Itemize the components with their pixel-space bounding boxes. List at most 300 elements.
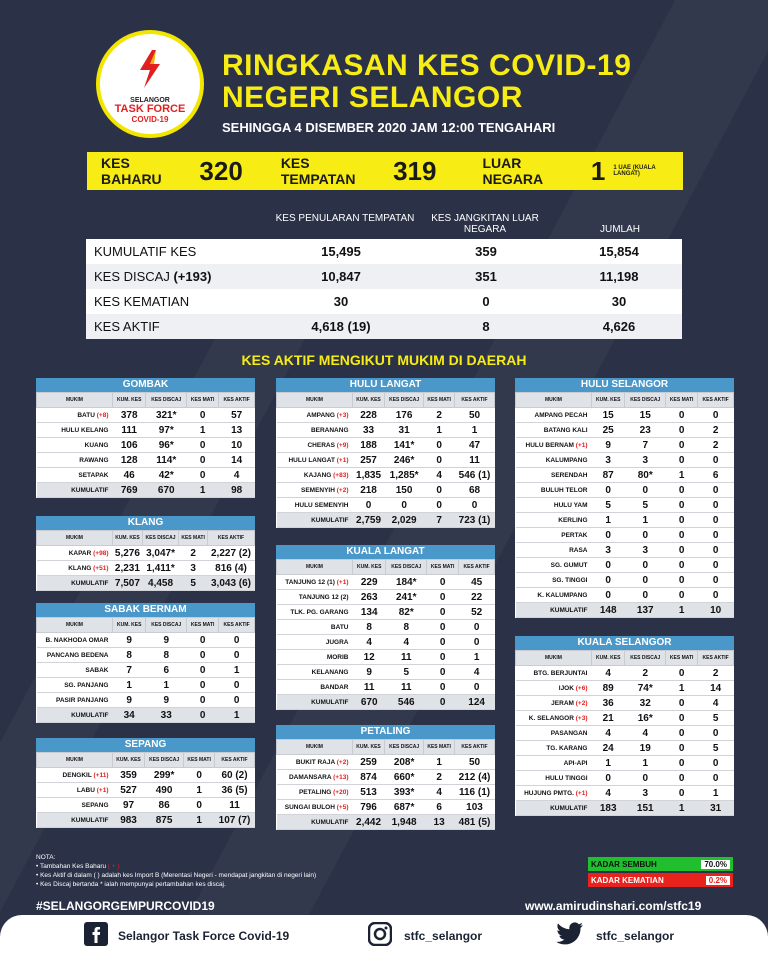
cell-mati: 0	[666, 756, 698, 771]
mukim-name: PASANGAN	[516, 726, 592, 741]
cell-kum: 263	[353, 590, 386, 605]
cell-discaj: 8	[386, 620, 427, 635]
cell-aktif: 14	[219, 453, 255, 468]
table-row	[37, 561, 255, 576]
cell-mati: 0	[427, 620, 459, 635]
total-discaj: 137	[625, 603, 666, 618]
twitter-link[interactable]: stfc_selangor	[596, 929, 675, 943]
mukim-name: PASIR PANJANG	[37, 693, 113, 708]
cell-mati: 2	[424, 770, 455, 785]
total-discaj: 1,948	[385, 815, 424, 830]
table-row	[516, 666, 734, 681]
cell-kum: 2,231	[113, 561, 143, 576]
cell-kum: 796	[353, 800, 385, 815]
mukim-name: HULU SEMENYIH	[277, 498, 353, 513]
cell-discaj: 31	[385, 423, 424, 438]
mukim-name: PANCANG BEDENA	[37, 648, 113, 663]
table-row	[277, 620, 495, 635]
cell-aktif: 0	[698, 543, 734, 558]
cell-mati: 0	[666, 438, 698, 453]
total-label: KUMULATIF	[516, 801, 592, 816]
summary-val-luar: 8	[482, 319, 490, 334]
recovery-rate	[588, 857, 733, 871]
table-row	[277, 800, 495, 815]
cell-aktif: 68	[455, 483, 495, 498]
luar-note: 1 UAE (KUALA LANGAT)	[613, 165, 656, 177]
total-mati: 1	[666, 801, 698, 816]
cell-kum: 8	[353, 620, 386, 635]
mukim-name: K. SELANGOR (+3)	[516, 711, 592, 726]
cell-aktif: 47	[455, 438, 495, 453]
logo-text-1: SELANGOR	[130, 97, 170, 104]
cell-kum: 97	[113, 798, 145, 813]
col-mukim: MUKIM	[37, 618, 113, 633]
death-rate	[588, 873, 733, 887]
mukim-name: HULU TINGGI	[516, 771, 592, 786]
cell-kum: 874	[353, 770, 385, 785]
total-mati: 5	[179, 576, 208, 591]
cell-kum: 4	[592, 726, 625, 741]
baharu-label: KES BAHARU	[101, 155, 162, 187]
table-header-row	[37, 393, 255, 408]
mukim-name: TLK. PG. GARANG	[277, 605, 353, 620]
cell-mati: 0	[666, 726, 698, 741]
cell-discaj: 11	[386, 650, 427, 665]
cell-kum: 5	[592, 498, 625, 513]
total-label: KUMULATIF	[277, 695, 353, 710]
col-kum: KUM. KES	[353, 393, 385, 408]
cell-mati: 0	[187, 408, 219, 423]
table-header-row	[516, 651, 734, 666]
cell-kum: 7	[113, 663, 146, 678]
total-kum: 2,759	[353, 513, 385, 528]
table-row	[277, 755, 495, 770]
cell-mati: 0	[427, 590, 459, 605]
table-row	[277, 408, 495, 423]
mukim-name: BATU (+8)	[37, 408, 113, 423]
cell-aktif: 57	[219, 408, 255, 423]
col-aktif: KES AKTIF	[455, 740, 495, 755]
col-discaj: KES DISCAJ	[142, 531, 178, 546]
table-row	[37, 468, 255, 483]
cell-kum: 8	[113, 648, 146, 663]
col-mukim: MUKIM	[516, 393, 592, 408]
mukim-name: PETALING (+20)	[277, 785, 353, 800]
total-label: KUMULATIF	[37, 708, 113, 723]
table-row	[277, 635, 495, 650]
col-mati: KES MATI	[187, 618, 219, 633]
col-aktif: KES AKTIF	[698, 651, 734, 666]
table-row	[277, 770, 495, 785]
summary-row	[86, 239, 682, 264]
cell-aktif: 0	[698, 453, 734, 468]
col-aktif: KES AKTIF	[455, 393, 495, 408]
instagram-icon[interactable]	[368, 922, 392, 946]
col-mati: KES MATI	[187, 393, 219, 408]
cell-discaj: 246*	[385, 453, 424, 468]
cell-discaj: 6	[146, 663, 187, 678]
cell-mati: 0	[427, 665, 459, 680]
cell-discaj: 82*	[386, 605, 427, 620]
facebook-icon[interactable]	[84, 922, 108, 946]
cell-discaj: 7	[625, 438, 666, 453]
table-row	[277, 483, 495, 498]
table-row	[516, 468, 734, 483]
facebook-link[interactable]: Selangor Task Force Covid-19	[118, 929, 290, 943]
cell-mati: 0	[427, 635, 459, 650]
cell-kum: 0	[592, 558, 625, 573]
table-row	[277, 498, 495, 513]
table-row	[516, 483, 734, 498]
summary-val-luar: 359	[475, 244, 497, 259]
district-name: PETALING	[276, 725, 495, 739]
district-table	[36, 603, 255, 723]
table-row	[516, 681, 734, 696]
mukim-name: TANJUNG 12 (2)	[277, 590, 353, 605]
district-table	[276, 545, 495, 710]
cell-aktif: 60 (2)	[215, 768, 255, 783]
col-kum: KUM. KES	[592, 651, 625, 666]
cell-mati: 0	[184, 798, 215, 813]
cell-mati: 1	[187, 423, 219, 438]
title-line-1: RINGKASAN KES COVID-19	[222, 49, 632, 82]
summary-col1-header: KES PENULARAN TEMPATAN	[275, 213, 415, 224]
mukim-name: SERENDAH	[516, 468, 592, 483]
mukim-name: SEPANG	[37, 798, 113, 813]
website-link[interactable]: www.amirudinshari.com/stfc19	[525, 899, 702, 913]
cell-mati: 0	[427, 605, 459, 620]
cell-discaj: 3	[625, 786, 666, 801]
cell-mati: 4	[424, 468, 455, 483]
cell-aktif: 45	[459, 575, 495, 590]
summary-col2-header: KES JANGKITAN LUAR NEGARA	[431, 213, 539, 235]
cell-kum: 9	[113, 633, 146, 648]
total-discaj: 151	[625, 801, 666, 816]
cell-discaj: 15	[625, 408, 666, 423]
total-discaj: 670	[146, 483, 187, 498]
table-header-row	[277, 560, 495, 575]
cell-aktif: 11	[215, 798, 255, 813]
col-aktif: KES AKTIF	[208, 531, 255, 546]
mukim-name: HULU LANGAT (+1)	[277, 453, 353, 468]
cell-mati: 0	[666, 741, 698, 756]
cell-kum: 527	[113, 783, 145, 798]
mukim-name: API-API	[516, 756, 592, 771]
cell-mati: 0	[424, 483, 455, 498]
total-label: KUMULATIF	[37, 813, 113, 828]
table-row	[516, 756, 734, 771]
total-aktif: 723 (1)	[455, 513, 495, 528]
twitter-icon[interactable]	[556, 922, 584, 946]
note-1-mark: ( + )	[107, 863, 120, 870]
cell-discaj: 11	[386, 680, 427, 695]
mukim-name: TANJUNG 12 (1) (+1)	[277, 575, 353, 590]
cell-kum: 0	[592, 771, 625, 786]
district-name: HULU SELANGOR	[515, 378, 734, 392]
cell-mati: 0	[187, 678, 219, 693]
mukim-name: BERANANG	[277, 423, 353, 438]
cell-mati: 0	[666, 696, 698, 711]
mukim-name: RAWANG	[37, 453, 113, 468]
table-row	[516, 528, 734, 543]
cell-mati: 0	[427, 575, 459, 590]
cell-discaj: 4	[625, 726, 666, 741]
total-kum: 769	[113, 483, 146, 498]
cell-discaj: 16*	[625, 711, 666, 726]
cell-discaj: 3	[625, 453, 666, 468]
mukim-name: KLANG (+51)	[37, 561, 113, 576]
table-row	[37, 798, 255, 813]
cell-kum: 257	[353, 453, 385, 468]
cell-aktif: 0	[698, 498, 734, 513]
total-label: KUMULATIF	[277, 513, 353, 528]
cell-aktif: 0	[219, 693, 255, 708]
total-aktif: 481 (5)	[455, 815, 495, 830]
summary-row-label: KUMULATIF KES	[94, 244, 197, 259]
col-kum: KUM. KES	[113, 618, 146, 633]
instagram-link[interactable]: stfc_selangor	[404, 929, 483, 943]
mukim-name: SUNGAI BULOH (+5)	[277, 800, 353, 815]
table-row	[516, 588, 734, 603]
cell-aktif: 0	[698, 528, 734, 543]
cell-kum: 0	[592, 483, 625, 498]
cell-kum: 36	[592, 696, 625, 711]
district-table	[276, 725, 495, 830]
district-name: KUALA LANGAT	[276, 545, 495, 559]
cell-mati: 6	[424, 800, 455, 815]
cell-kum: 4	[353, 635, 386, 650]
cell-mati: 2	[424, 408, 455, 423]
total-row	[277, 815, 495, 830]
cell-aktif: 0	[219, 633, 255, 648]
cell-aktif: 5	[698, 741, 734, 756]
cell-discaj: 74*	[625, 681, 666, 696]
cell-discaj: 32	[625, 696, 666, 711]
table-row	[516, 786, 734, 801]
cell-aktif: 103	[455, 800, 495, 815]
mukim-name: JERAM (+2)	[516, 696, 592, 711]
table-row	[37, 408, 255, 423]
col-mati: KES MATI	[424, 393, 455, 408]
table-row	[37, 546, 255, 561]
cell-aktif: 0	[219, 648, 255, 663]
cell-mati: 3	[179, 561, 208, 576]
cell-mati: 0	[666, 711, 698, 726]
summary-val-jumlah: 15,854	[599, 244, 639, 259]
cell-aktif: 6	[698, 468, 734, 483]
cell-discaj: 9	[146, 633, 187, 648]
cell-kum: 9	[592, 438, 625, 453]
col-discaj: KES DISCAJ	[625, 393, 666, 408]
cell-aktif: 22	[459, 590, 495, 605]
cell-aktif: 1	[459, 650, 495, 665]
district-name: GOMBAK	[36, 378, 255, 392]
cell-mati: 0	[187, 633, 219, 648]
total-discaj: 546	[386, 695, 427, 710]
col-mati: KES MATI	[666, 393, 698, 408]
total-label: KUMULATIF	[37, 576, 113, 591]
table-row	[277, 605, 495, 620]
mukim-name: AMPANG PECAH	[516, 408, 592, 423]
cell-aktif: 2	[698, 438, 734, 453]
cell-kum: 134	[353, 605, 386, 620]
col-discaj: KES DISCAJ	[145, 753, 184, 768]
total-mati: 1	[184, 813, 215, 828]
table-row	[516, 558, 734, 573]
cell-aktif: 0	[455, 498, 495, 513]
summary-val-tempatan: 30	[333, 294, 349, 309]
cell-discaj: 8	[146, 648, 187, 663]
luar-label: LUAR NEGARA	[482, 155, 544, 187]
total-row	[516, 603, 734, 618]
cell-discaj: 241*	[386, 590, 427, 605]
table-row	[516, 771, 734, 786]
mukim-name: DENGKIL (+11)	[37, 768, 113, 783]
col-discaj: KES DISCAJ	[146, 618, 187, 633]
district-name: SABAK BERNAM	[36, 603, 255, 617]
mukim-name: DAMANSARA (+13)	[277, 770, 353, 785]
cell-discaj: 0	[625, 588, 666, 603]
col-kum: KUM. KES	[592, 393, 625, 408]
cell-kum: 1	[592, 756, 625, 771]
mukim-name: BUKIT RAJA (+2)	[277, 755, 353, 770]
summary-col3-header: JUMLAH	[599, 224, 640, 235]
cell-discaj: 1	[625, 756, 666, 771]
mukim-name: HULU YAM	[516, 498, 592, 513]
cell-mati: 0	[184, 768, 215, 783]
cell-mati: 2	[179, 546, 208, 561]
cell-aktif: 0	[698, 756, 734, 771]
cell-aktif: 36 (5)	[215, 783, 255, 798]
mukim-name: KALUMPANG	[516, 453, 592, 468]
col-aktif: KES AKTIF	[459, 560, 495, 575]
notes	[36, 853, 316, 889]
logo-text-2: TASK FORCE	[114, 103, 186, 115]
table-row	[277, 680, 495, 695]
cell-kum: 24	[592, 741, 625, 756]
note-2-text: Kes Aktif di dalam ( ) adalah kes Import B (Merentasi Negeri - mendapat jangkitan di negeri lain)	[40, 872, 317, 879]
cell-aktif: 0	[459, 635, 495, 650]
col-mukim: MUKIM	[277, 560, 353, 575]
cell-aktif: 0	[698, 573, 734, 588]
col-discaj: KES DISCAJ	[385, 393, 424, 408]
cell-aktif: 50	[455, 408, 495, 423]
mukim-name: KELANANG	[277, 665, 353, 680]
cell-aktif: 52	[459, 605, 495, 620]
district-table	[36, 738, 255, 828]
table-row	[516, 498, 734, 513]
cell-aktif: 13	[219, 423, 255, 438]
section-title: KES AKTIF MENGIKUT MUKIM DI DAERAH	[241, 352, 527, 368]
table-header-row	[37, 753, 255, 768]
cell-aktif: 0	[698, 513, 734, 528]
cell-mati: 0	[427, 650, 459, 665]
cell-kum: 0	[353, 498, 385, 513]
death-rate-label: KADAR KEMATIAN	[591, 875, 664, 885]
cell-kum: 359	[113, 768, 145, 783]
total-row	[37, 576, 255, 591]
table-row	[37, 663, 255, 678]
table-row	[516, 573, 734, 588]
new-cases-bar	[87, 152, 683, 190]
mukim-name: BANDAR	[277, 680, 353, 695]
cell-discaj: 3	[625, 543, 666, 558]
hashtag: #SELANGORGEMPURCOVID19	[36, 899, 215, 913]
total-aktif: 98	[219, 483, 255, 498]
cell-discaj: 141*	[385, 438, 424, 453]
cell-mati: 0	[666, 498, 698, 513]
cell-kum: 3	[592, 453, 625, 468]
note-3: • Kes Discaj bertanda * ialah mempunyai pertambahan kes discaj.	[36, 881, 226, 888]
cell-kum: 87	[592, 468, 625, 483]
cell-kum: 21	[592, 711, 625, 726]
summary-table	[86, 239, 682, 339]
table-row	[37, 783, 255, 798]
mukim-name: BULUH TELOR	[516, 483, 592, 498]
cell-aktif: 4	[459, 665, 495, 680]
total-discaj: 4,458	[142, 576, 178, 591]
table-row	[516, 726, 734, 741]
total-kum: 183	[592, 801, 625, 816]
total-kum: 148	[592, 603, 625, 618]
cell-kum: 0	[592, 528, 625, 543]
cell-aktif: 2	[698, 666, 734, 681]
summary-row-label: KES AKTIF	[94, 319, 160, 334]
summary-val-luar: 0	[482, 294, 490, 309]
tempatan-label: KES TEMPATAN	[280, 155, 356, 187]
cell-aktif: 212 (4)	[455, 770, 495, 785]
note-3-text: Kes Discaj bertanda * ialah mempunyai pertambahan kes discaj.	[40, 881, 226, 888]
cell-discaj: 150	[385, 483, 424, 498]
cell-discaj: 3,047*	[142, 546, 178, 561]
summary-row-label: KES DISCAJ (+193)	[94, 269, 212, 284]
cell-kum: 89	[592, 681, 625, 696]
mukim-name: PERTAK	[516, 528, 592, 543]
cell-mati: 0	[424, 438, 455, 453]
cell-discaj: 80*	[625, 468, 666, 483]
summary-row	[86, 264, 682, 289]
table-row	[516, 741, 734, 756]
district-table	[276, 378, 495, 528]
mukim-name: LABU (+1)	[37, 783, 113, 798]
cell-kum: 229	[353, 575, 386, 590]
cell-discaj: 1	[146, 678, 187, 693]
cell-discaj: 490	[145, 783, 184, 798]
title-line-2: NEGERI SELANGOR	[222, 81, 523, 114]
col-aktif: KES AKTIF	[698, 393, 734, 408]
cell-discaj: 687*	[385, 800, 424, 815]
cell-discaj: 176	[385, 408, 424, 423]
cell-kum: 259	[353, 755, 385, 770]
cell-mati: 1	[424, 423, 455, 438]
table-row	[37, 423, 255, 438]
mukim-name: KERLING	[516, 513, 592, 528]
total-row	[277, 695, 495, 710]
cell-aktif: 0	[698, 558, 734, 573]
cell-mati: 4	[424, 785, 455, 800]
stfc-logo	[96, 30, 204, 138]
mukim-name: SG. TINGGI	[516, 573, 592, 588]
page-title	[222, 50, 631, 114]
total-row	[277, 513, 495, 528]
cell-kum: 12	[353, 650, 386, 665]
summary-val-jumlah: 4,626	[602, 319, 636, 334]
col-mati: KES MATI	[184, 753, 215, 768]
cell-discaj: 0	[625, 558, 666, 573]
cell-discaj: 5	[386, 665, 427, 680]
table-header-row	[277, 393, 495, 408]
cell-kum: 9	[113, 693, 146, 708]
